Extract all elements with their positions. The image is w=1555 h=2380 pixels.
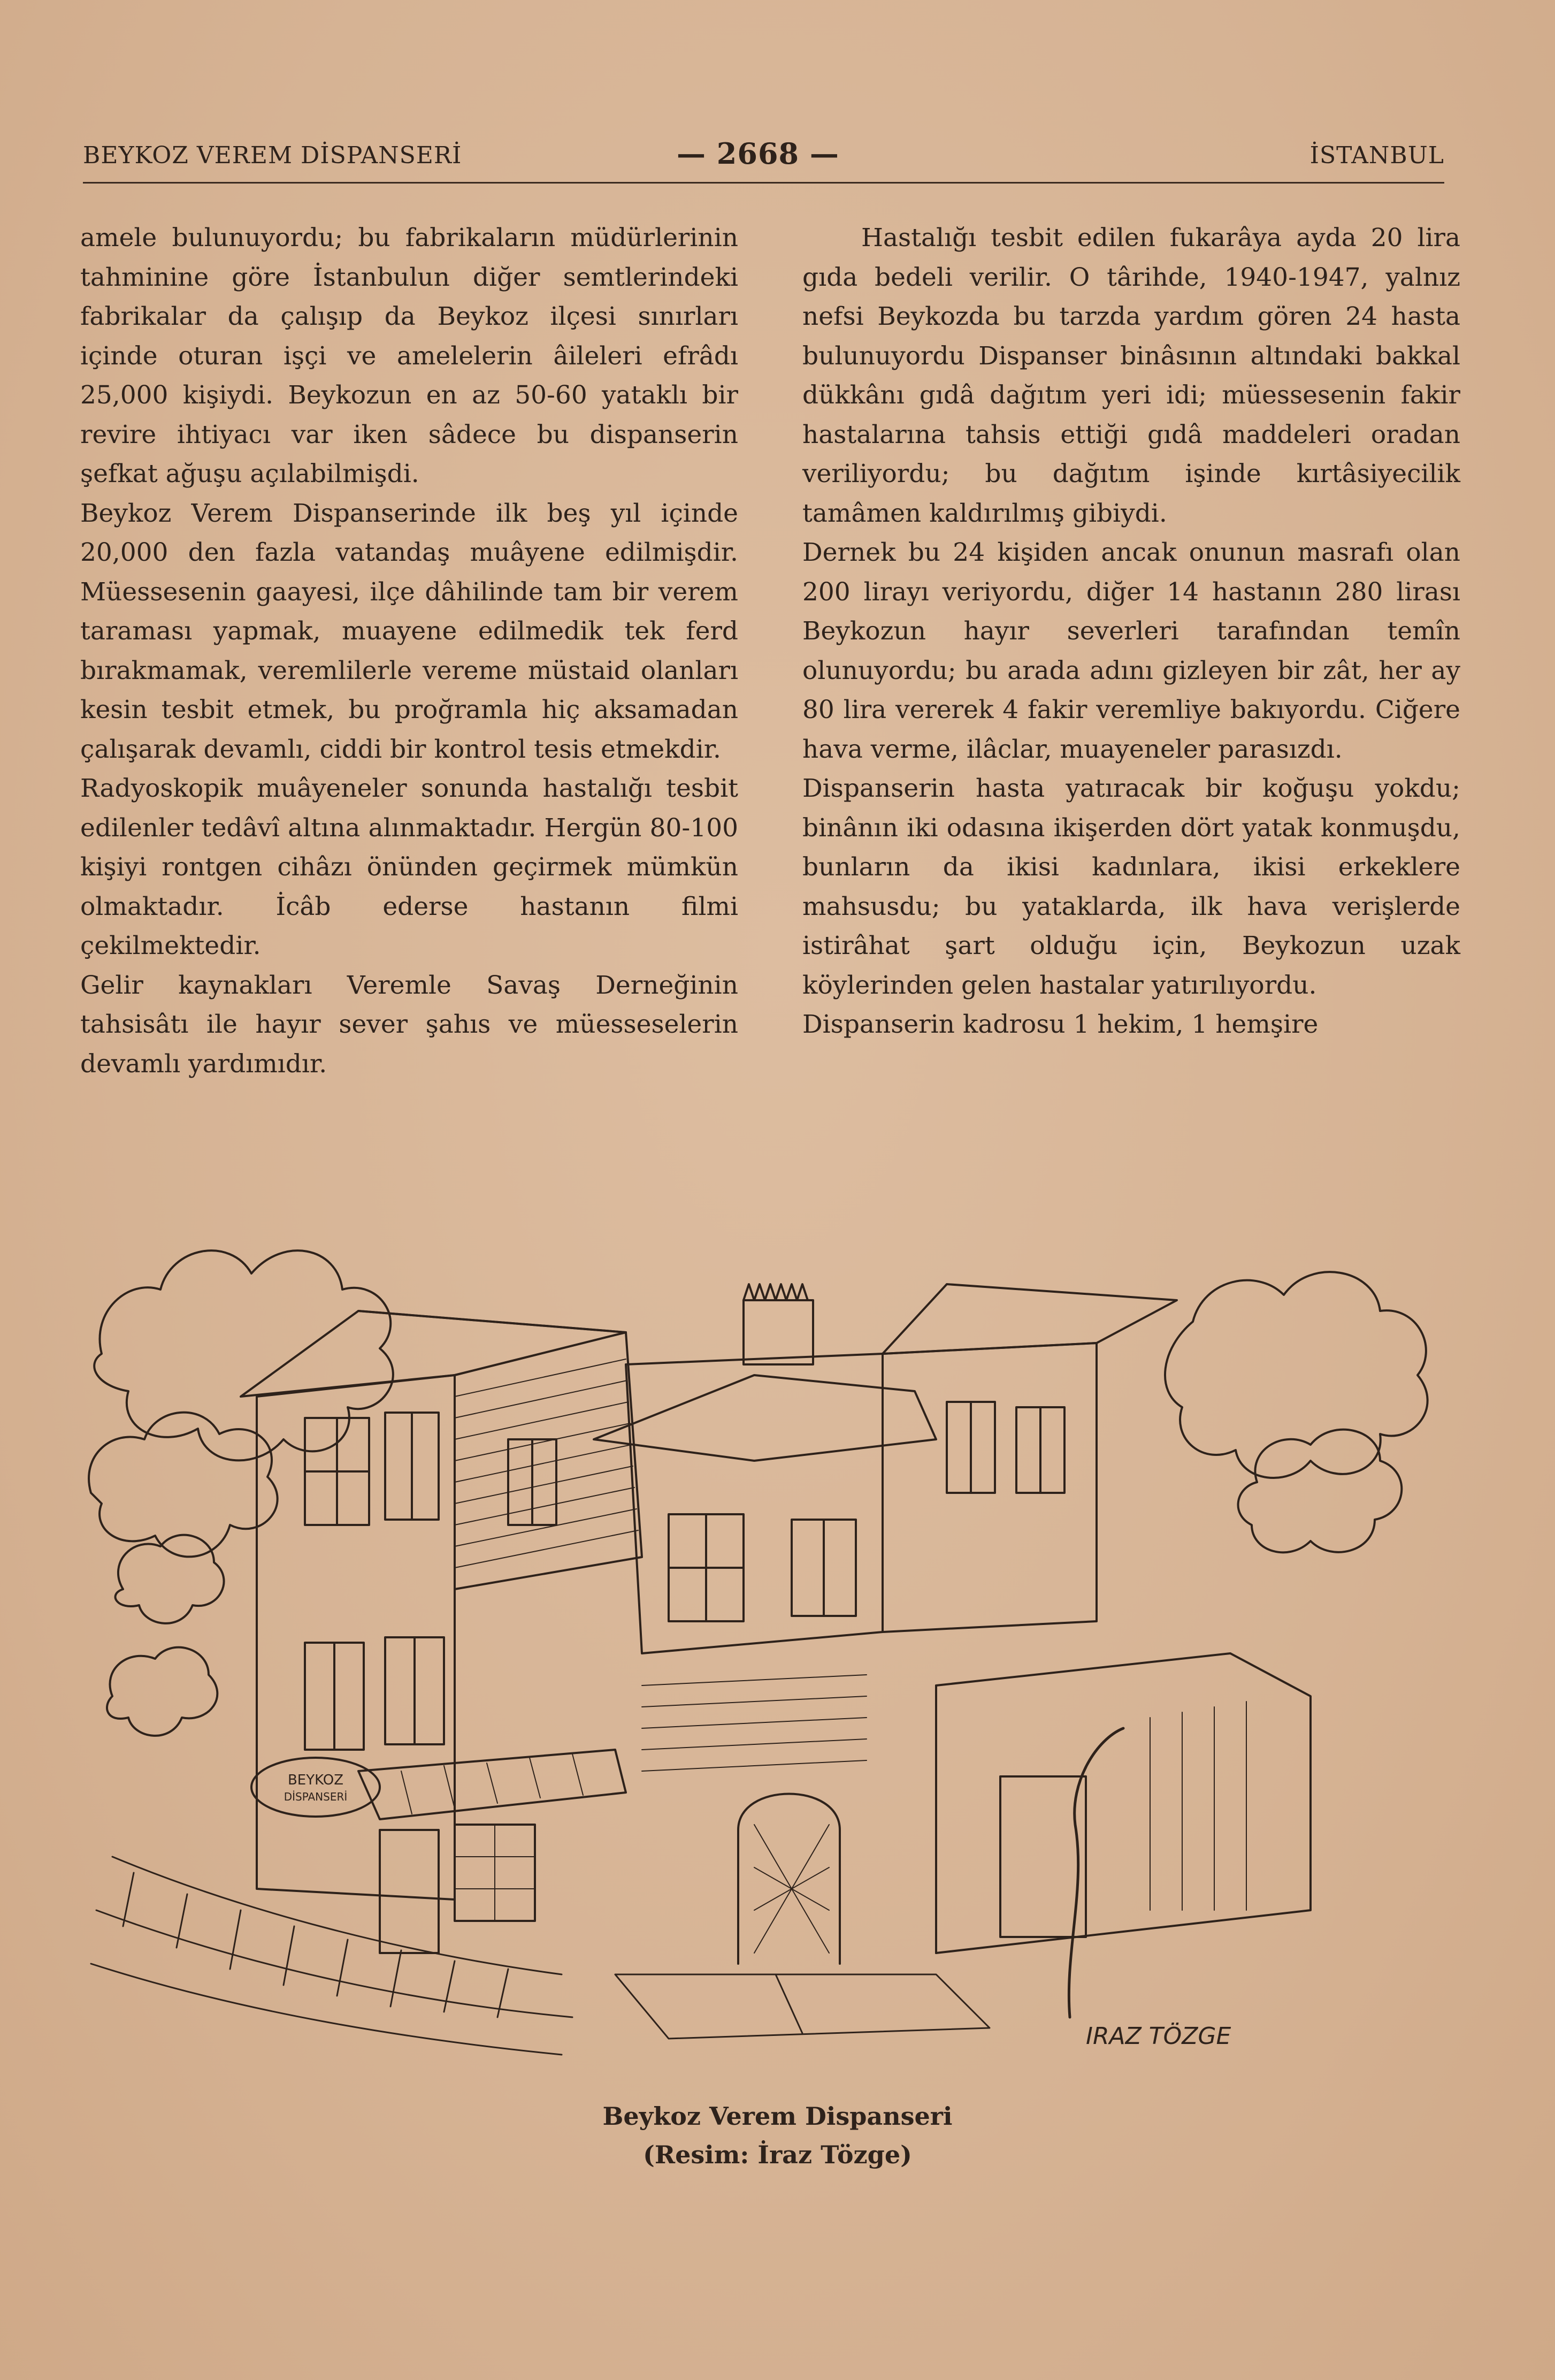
figure-caption-title: Beykoz Verem Dispanseri <box>602 2102 953 2131</box>
left-paragraph-3: Radyoskopik muâyeneler sonunda hastalığı tesbit edilenler tedâvî altına alınmaktadır. Hergün 80-100 kişiyi rontgen cihâzı önünden geçirmek mümkün olmaktadır. İcâb ederse hastanın filmi çekilmektedir. <box>80 774 738 960</box>
left-paragraph-2: Beykoz Verem Dispanserinde ilk beş yıl içinde 20,000 den fazla vatandaş muâyene edilmişdir. Müessesenin gaayesi, ilçe dâhilinde tam bir verem taraması yapmak, muayene edilmedik tek ferd bırakmamak, veremlilerle vereme müstaid olanları kesin tesbit etmek, bu proğramla hiç aksamadan çalışarak devamlı, ciddi bir kontrol tesis etmekdir. <box>80 498 738 764</box>
left-paragraph-4: Gelir kaynakları Veremle Savaş Derneğinin tahsisâtı ile hayır sever şahıs ve müesseselerin devamlı yardımıdır. <box>80 970 738 1079</box>
vine <box>1069 1728 1123 2017</box>
left-column <box>80 218 738 1084</box>
header-city: İSTANBUL <box>1309 142 1444 169</box>
right-paragraph-1: Hastalığı tesbit edilen fukarâya ayda 20 lira gıda bedeli verilir. O târihde, 1940-1947, yalnız nefsi Beykozda bu tarzda yardım gören 24 hasta bulunuyordu Dispanser binâsının altındaki bakkal dükkânı gıdâ dağıtım yeri idi; müessesenin fakir hastalarına tahsis ettiği gıdâ maddeleri oradan veriliyordu; bu dağıtım işinde kırtâsiyecilik tamâmen kaldırılmış gibiydi. <box>802 223 1460 528</box>
page-number: — 2668 — <box>677 136 839 171</box>
header-section-title: BEYKOZ VEREM DİSPANSERİ <box>83 142 462 169</box>
annex-door <box>1000 1776 1086 1937</box>
dispensary-illustration <box>80 1215 1450 2071</box>
header-rule <box>83 182 1444 184</box>
central-building <box>626 1354 883 1653</box>
figure-caption-credit: (Resim: İraz Tözge) <box>643 2140 912 2169</box>
artist-signature: IRAZ TÖZGE <box>1086 2023 1231 2050</box>
arched-gate <box>738 1794 840 1964</box>
annex <box>936 1653 1311 1953</box>
right-column <box>802 218 1460 1044</box>
cobblestone-street <box>91 1857 990 2055</box>
chimney <box>744 1300 813 1364</box>
left-paragraph-1: amele bulunuyordu; bu fabrikaların müdürlerinin tahminine göre İstanbulun diğer semtlerindeki fabrikalar da çalışıp da Beykoz ilçesi sınırları içinde oturan işçi ve amelelerin âileleri efrâdı 25,000 kişiydi. Beykozun en az 50-60 yataklı bir revire ihtiyacı var iken sâdece bu dispanserin şefkat ağuşu açılabilmişdi. <box>80 223 738 489</box>
sign-text-2: DİSPANSERİ <box>284 1790 348 1803</box>
right-paragraph-2: Dernek bu 24 kişiden ancak onunun masrafı olan 200 lirayı veriyordu, diğer 14 hastanın 280 lirası Beykozun hayır severleri tarafından temîn olunuyordu; bu arada adını gizleyen bir zât, her ay 80 lira vererek 4 fakir veremliye bakıyordu. Ciğere hava verme, ilâclar, muayeneler parasızdı. <box>802 538 1460 764</box>
central-roof <box>594 1375 936 1461</box>
sign-text-1: BEYKOZ <box>287 1772 344 1788</box>
building-sketch <box>80 1215 1450 2071</box>
left-building-roof <box>241 1311 626 1397</box>
right-paragraph-4: Dispanserin kadrosu 1 hekim, 1 hemşire <box>802 1010 1319 1039</box>
right-paragraph-3: Dispanserin hasta yatıracak bir koğuşu yokdu; binânın iki odasına ikişerden dört yatak konmuşdu, bunların da ikisi kadınlara, ikisi erkeklere mahsusdu; bu yataklarda, ilk hava verişlerde istirâhat şart olduğu için, Beykozun uzak köylerinden gelen hastalar yatırılıyordu. <box>802 774 1460 1000</box>
siding-lines <box>455 1359 638 1568</box>
shop-door <box>380 1830 439 1953</box>
right-tree <box>1165 1272 1428 1478</box>
running-header <box>83 136 1444 179</box>
